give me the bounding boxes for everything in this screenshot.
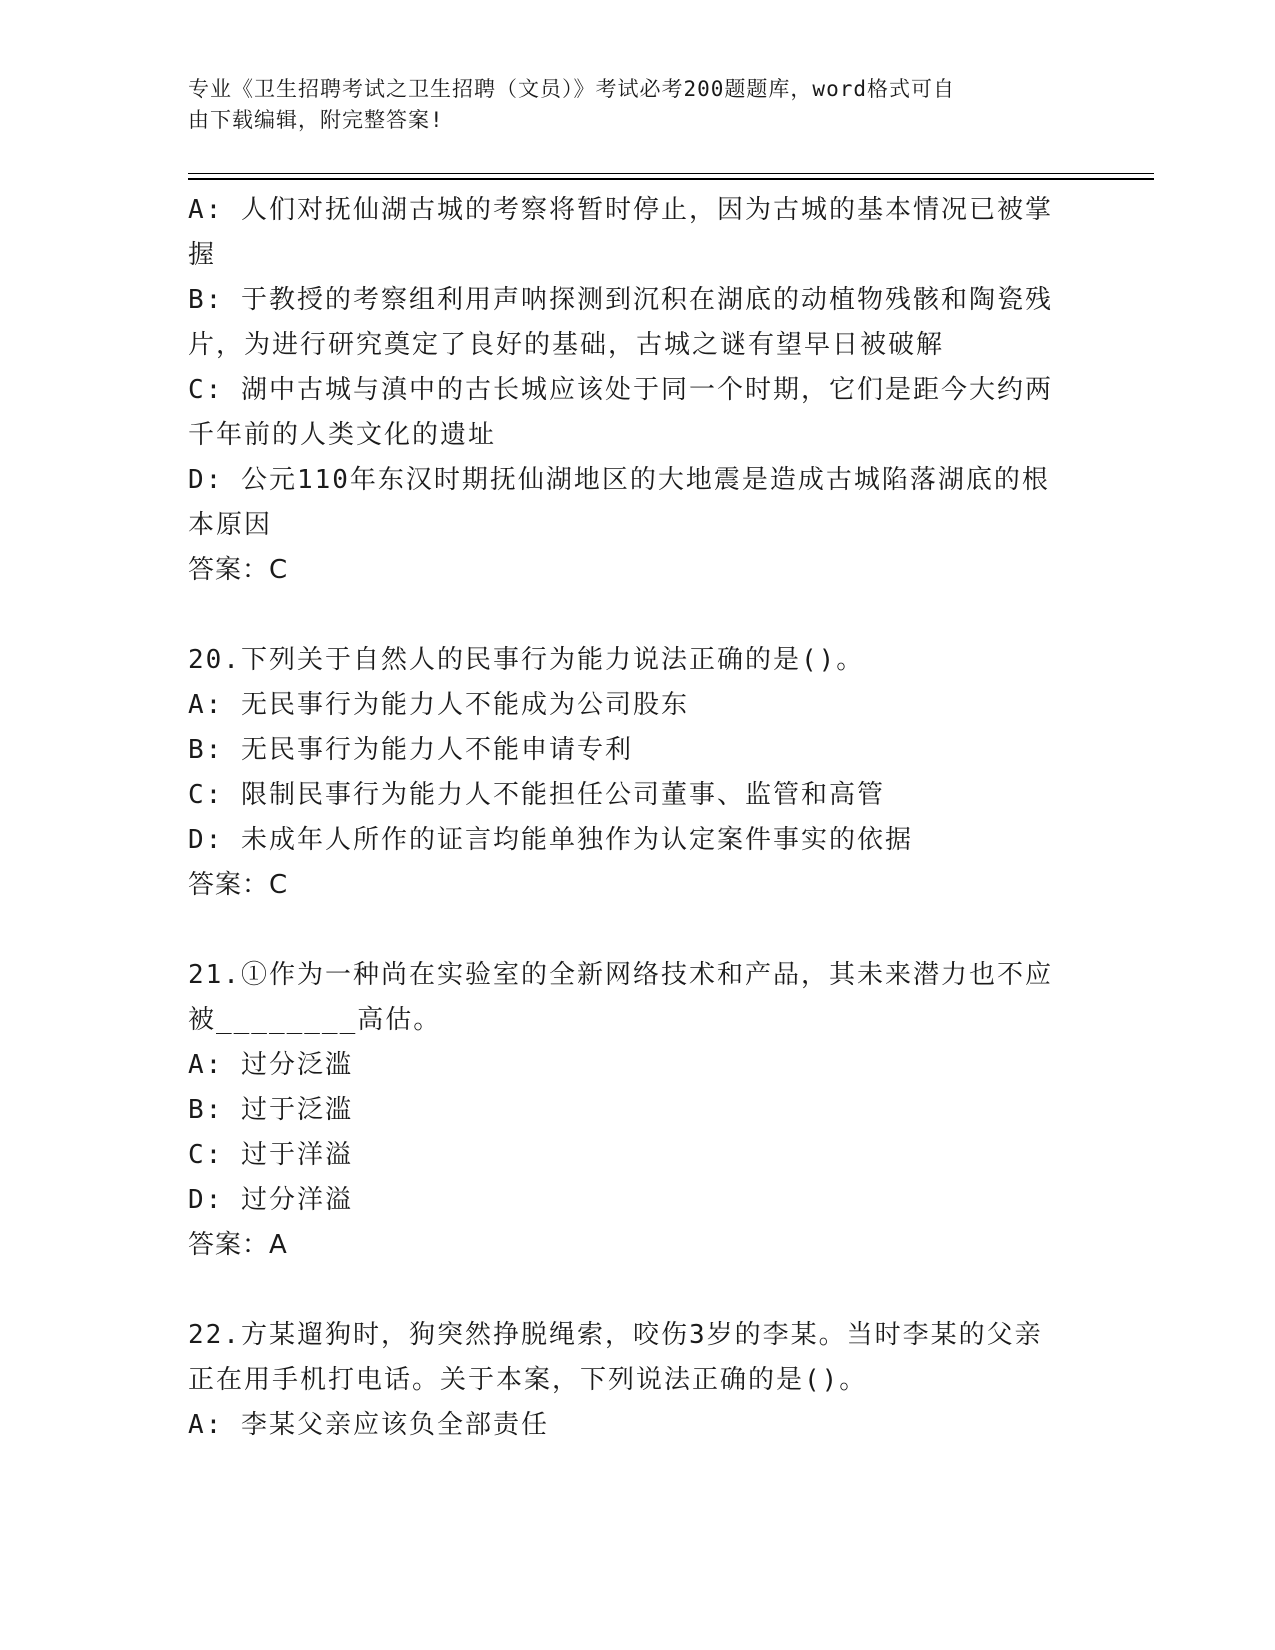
option-a: A: 无民事行为能力人不能成为公司股东 (188, 690, 689, 720)
spacer (188, 908, 1078, 953)
option-d: D: 未成年人所作的证言均能单独作为认定案件事实的依据 (188, 825, 913, 855)
option-b-line-2: 片，为进行研究奠定了良好的基础，古城之谜有望早日被破解 (188, 330, 945, 360)
answer-19: 答案：C (188, 555, 289, 585)
question-stem: 20.下列关于自然人的民事行为能力说法正确的是()。 (188, 645, 865, 675)
option-c-line-1: C: 湖中古城与滇中的古长城应该处于同一个时期，它们是距今大约两 (188, 375, 1053, 405)
option-a-line-1: A: 人们对抚仙湖古城的考察将暂时停止，因为古城的基本情况已被掌 (188, 195, 1053, 225)
question-21 (188, 953, 1078, 1268)
spacer (188, 1268, 1078, 1313)
answer-21: 答案：A (188, 1230, 288, 1260)
document-header (188, 74, 1068, 136)
option-b-line-1: B: 于教授的考察组利用声呐探测到沉积在湖底的动植物残骸和陶瓷残 (188, 285, 1053, 315)
header-divider-thin (188, 173, 1154, 174)
question-stem-line-1: 21.①作为一种尚在实验室的全新网络技术和产品，其未来潜力也不应 (188, 960, 1053, 990)
option-d-line-1: D: 公元110年东汉时期抚仙湖地区的大地震是造成古城陷落湖底的根 (188, 465, 1050, 495)
question-20 (188, 638, 1078, 908)
question-stem-line-2: 正在用手机打电话。关于本案，下列说法正确的是()。 (188, 1365, 868, 1395)
option-c: C: 过于洋溢 (188, 1140, 353, 1170)
question-stem-line-2: 被________高估。 (188, 1005, 442, 1035)
option-a: A: 李某父亲应该负全部责任 (188, 1410, 549, 1440)
option-a: A: 过分泛滥 (188, 1050, 353, 1080)
option-b: B: 过于泛滥 (188, 1095, 353, 1125)
option-b: B: 无民事行为能力人不能申请专利 (188, 735, 633, 765)
option-c: C: 限制民事行为能力人不能担任公司董事、监管和高管 (188, 780, 885, 810)
question-19-options (188, 188, 1078, 593)
question-22 (188, 1313, 1078, 1448)
question-list (188, 188, 1078, 1448)
header-divider-thick (188, 178, 1154, 180)
answer-20: 答案：C (188, 870, 289, 900)
header-line-2: 由下载编辑，附完整答案! (188, 108, 444, 132)
option-d: D: 过分洋溢 (188, 1185, 353, 1215)
spacer (188, 593, 1078, 638)
option-c-line-2: 千年前的人类文化的遗址 (188, 420, 497, 450)
option-a-line-2: 握 (188, 240, 217, 270)
question-stem-line-1: 22.方某遛狗时，狗突然挣脱绳索，咬伤3岁的李某。当时李某的父亲 (188, 1320, 1043, 1350)
option-d-line-2: 本原因 (188, 510, 273, 540)
header-line-1: 专业《卫生招聘考试之卫生招聘（文员）》考试必考200题题库，word格式可自 (188, 77, 955, 101)
